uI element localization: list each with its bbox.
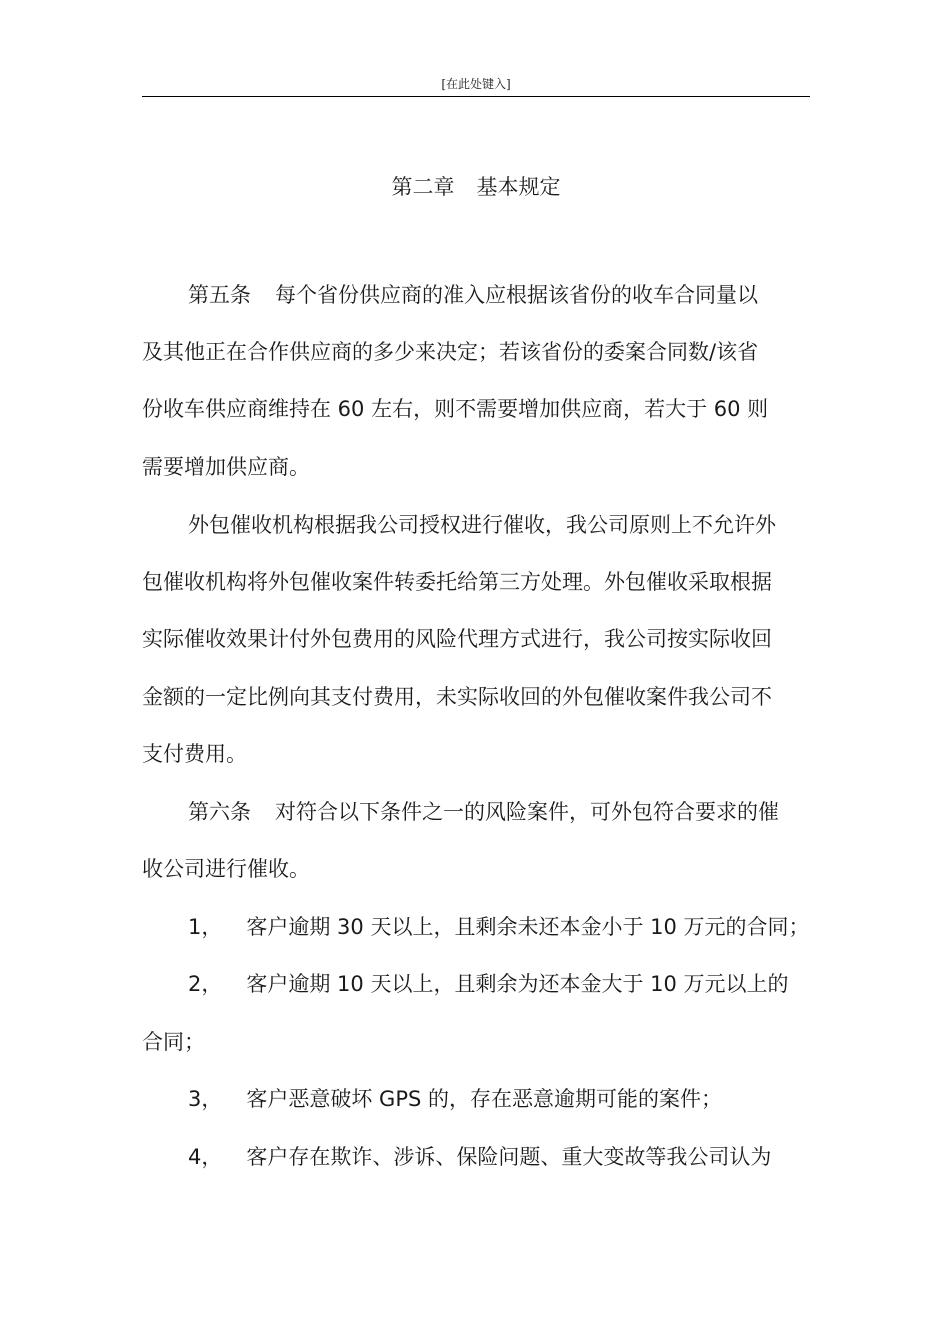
list-item [188,966,789,1002]
list-item [188,1081,722,1117]
list-item-continuation: 合同； [142,1030,205,1054]
header-text: [在此处键入] [441,77,511,91]
chapter-title [142,170,810,204]
article-5-line-1 [188,277,758,313]
chapter-name: 基本规定 [476,175,561,199]
article-5-line-2: 及其他正在合作供应商的多少来决定；若该省份的委案合同数/该省 [142,340,759,364]
list-item [188,1139,771,1175]
list-item-number: 3， [188,1087,223,1111]
article-6-label: 第六条 [188,800,251,824]
list-item-text: 客户逾期 30 天以上，且剩余未还本金小于 10 万元的合同； [246,915,810,939]
list-item-number: 2， [188,972,223,996]
list-item-number: 4， [188,1145,223,1169]
article-6-line-1 [188,794,779,830]
chapter-number: 第二章 [391,175,455,199]
article-6-line-2: 收公司进行催收。 [142,857,310,881]
outsourcing-line-5: 支付费用。 [142,742,247,766]
outsourcing-line-2: 包催收机构将外包催收案件转委托给第三方处理。外包催收采取根据 [142,570,772,594]
list-item-text: 客户存在欺诈、涉诉、保险问题、重大变故等我公司认为 [246,1145,772,1169]
page-header [142,74,810,97]
article-5-line-4: 需要增加供应商。 [142,455,310,479]
article-5-line-3: 份收车供应商维持在 60 左右，则不需要增加供应商，若大于 60 则 [142,397,769,421]
list-item [188,909,810,945]
list-item-number: 1， [188,915,223,939]
outsourcing-line-3: 实际催收效果计付外包费用的风险代理方式进行，我公司按实际收回 [142,627,772,651]
list-item-text: 客户恶意破坏 GPS 的，存在恶意逾期可能的案件； [246,1087,722,1111]
outsourcing-line-4: 金额的一定比例向其支付费用，未实际收回的外包催收案件我公司不 [142,685,772,709]
article-5-text-1: 每个省份供应商的准入应根据该省份的收车合同量以 [275,283,758,307]
article-5-label: 第五条 [188,283,251,307]
article-6-text-1: 对符合以下条件之一的风险案件，可外包符合要求的催 [275,800,779,824]
list-item-text: 客户逾期 10 天以上，且剩余为还本金大于 10 万元以上的 [246,972,789,996]
outsourcing-line-1: 外包催收机构根据我公司授权进行催收，我公司原则上不允许外 [188,513,776,537]
